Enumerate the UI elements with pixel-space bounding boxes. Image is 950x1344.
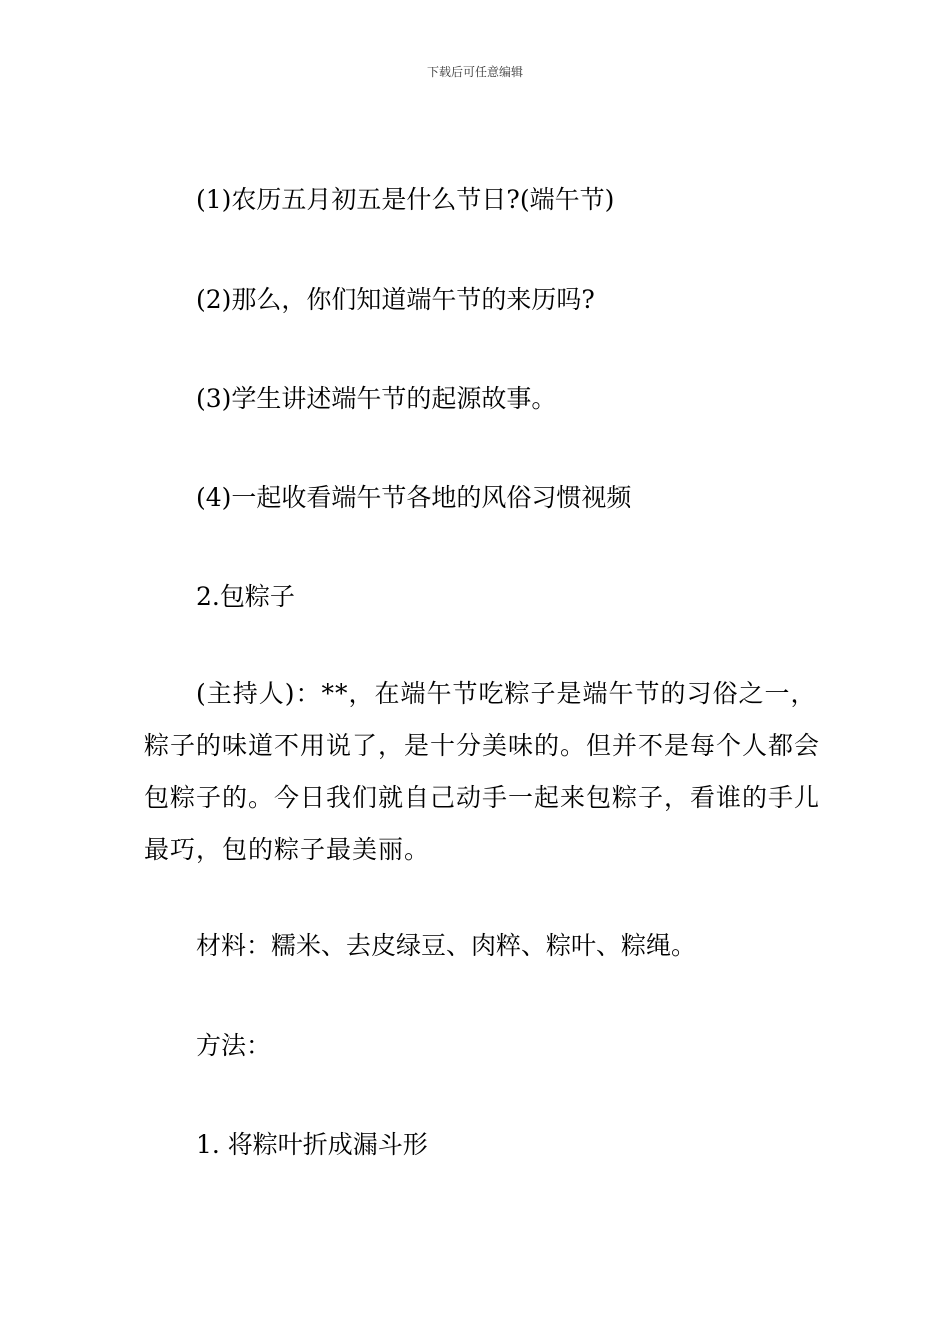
materials-text: 材料：糯米、去皮绿豆、肉粹、粽叶、粽绳。	[196, 931, 697, 960]
question-4: (4)一起收看端午节各地的风俗习惯视频	[196, 483, 632, 512]
method-label: 方法：	[196, 1031, 272, 1060]
question-3: (3)学生讲述端午节的起源故事。	[196, 384, 557, 413]
question-2: (2)那么，你们知道端午节的来历吗?	[196, 285, 595, 314]
step-1: 1. 将粽叶折成漏斗形	[196, 1130, 428, 1159]
question-1: (1)农历五月初五是什么节日?(端午节)	[196, 185, 615, 214]
page-header-note: 下载后可任意编辑	[426, 65, 523, 79]
host-paragraph: (主持人)：**，在端午节吃粽子是端午节的习俗之一，粽子的味道不用说了，是十分美味的。但并不是每个人都会包粽子的。今日我们就自己动手一起来包粽子，看谁的手儿最巧，包的粽子最美丽。	[144, 679, 821, 864]
section-heading: 2.包粽子	[196, 582, 295, 611]
